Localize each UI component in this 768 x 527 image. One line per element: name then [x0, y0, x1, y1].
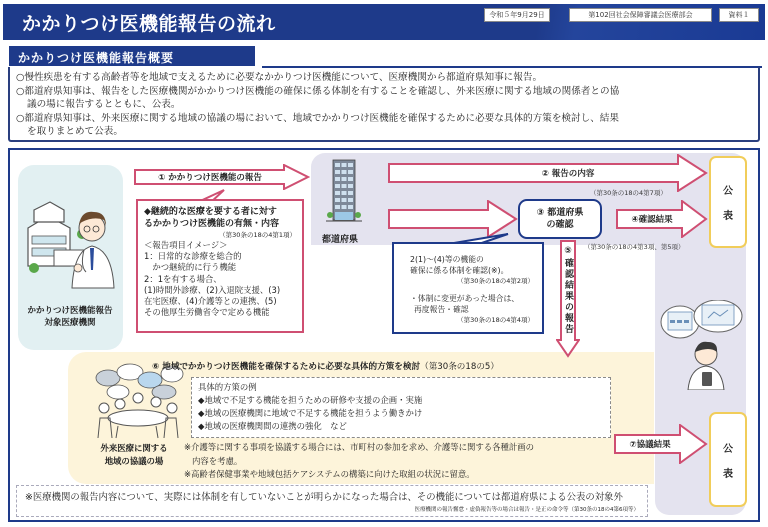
publish-box-top — [709, 156, 747, 248]
step2-arrow — [388, 154, 708, 192]
clinic-label — [20, 305, 120, 329]
check-line: 2(1)～(4)等の機能の — [410, 255, 484, 264]
step5-arrow — [556, 240, 580, 358]
summary-item-cont: を取りまとめて公表。 — [27, 126, 123, 138]
publish-char: 公 — [723, 443, 733, 455]
summary-item: ○都道府県知事は、外来医療に関する地域の協議の場において、地域でかかりつけ医機能を確保するために必要な具体的方策を検討し、結果 — [16, 112, 619, 124]
report-item: 1：日常的な診療を総合的 — [144, 251, 242, 262]
check-details-box — [392, 242, 544, 334]
step6-label: ⑥ 地域でかかりつけ医機能を確保するために必要な具体的方策を検討 — [152, 362, 421, 372]
clinic-label-line2: 対象医療機関 — [44, 318, 96, 328]
step2-ref: （第30条の18の4第7項） — [590, 189, 667, 197]
report-item: (1)時間外診療、(2)入退院支援、(3) — [144, 284, 281, 295]
step4-arrow — [616, 200, 708, 238]
report-heading-2: るかかりつけ医機能の有無・内容 — [144, 219, 280, 229]
footnote-main: ※医療機関の報告内容について、実際には体制を有していないことが明らかになった場合は、その機能については都道府県による公表の対象外 — [25, 492, 623, 503]
meeting-badge: 第102回社会保障審議会医療部会 — [569, 8, 712, 22]
check-line: 確保に係る体制を確認(※)。 — [410, 266, 509, 275]
step3-label-1: ③ 都道府県 — [536, 208, 584, 218]
report-item: かつ継続的に行う機能 — [144, 262, 237, 273]
report-ref: （第30条の18の4第1項） — [219, 231, 296, 239]
council-label-line2: 地域の協議の場 — [104, 456, 164, 466]
overview-summary — [8, 67, 760, 142]
clinic-doctor-illustration — [24, 188, 119, 298]
date-badge: 令和５年9月29日 — [484, 8, 550, 22]
council-note: ※介護等に関する事項を協議する場合には、市町村の参加を求め、介護等に関する各種計画の — [184, 442, 535, 452]
step4-ref: （第30条の18の4第3項、第5項） — [584, 243, 685, 251]
measure-item: ◆地域の医療機関に地域で不足する機能を担うよう働きかけ — [198, 408, 423, 418]
report-item: ＜報告項目イメージ＞ — [144, 240, 228, 250]
overview-heading: かかりつけ医機能報告概要 — [18, 51, 175, 65]
step1-label: ① かかりつけ医機能の報告 — [158, 173, 262, 183]
step2-label: ② 報告の内容 — [541, 169, 595, 179]
summary-item-cont: 議の場に報告するとともに、公表。 — [27, 99, 181, 111]
summary-item: ○都道府県知事は、報告をした医療機関がかかりつけ医機能の確保に係る体制を有することを確認し、外来医療に関する地域の関係者との協 — [16, 85, 620, 97]
step6-ref: （第30条の18の5） — [420, 362, 499, 372]
citizen-browsing-illustration — [660, 300, 746, 390]
measure-item: ◆地域の医療機関間の連携の強化 など — [198, 421, 347, 431]
prefecture-label: 都道府県 — [322, 235, 359, 245]
check-line: 再度報告・確認 — [414, 305, 469, 314]
step1-arrow — [134, 164, 310, 190]
report-item: その他厚生労働省令で定める機能 — [144, 307, 270, 318]
measures-heading: 具体的方策の例 — [198, 382, 257, 392]
prefecture-confirm-box — [518, 199, 602, 239]
publish-char: 公 — [723, 186, 733, 197]
step5-label: ⑤確認結果の報告 — [563, 246, 573, 335]
measure-item: ◆地域で不足する機能を担うための研修や支援の企画・実施 — [198, 395, 423, 405]
council-label — [86, 442, 182, 468]
check-ref: （第30条の18の4第2項） — [457, 277, 534, 285]
check-line: ・体制に変更があった場合は、 — [410, 294, 520, 303]
publish-box-bottom — [709, 412, 747, 507]
step7-arrow — [614, 424, 708, 464]
step3-label-2: の確認 — [546, 220, 574, 230]
publish-char: 表 — [723, 468, 733, 480]
prefecture-building-icon — [326, 158, 362, 228]
clinic-label-line1: かかりつけ医機能報告 — [27, 306, 113, 316]
council-notes — [184, 441, 624, 482]
footnote-box — [16, 485, 648, 517]
check-ref: （第30条の18の4第4項） — [457, 316, 534, 324]
summary-item: ○慢性疾患を有する高齢者等を地域で支えるために必要なかかりつけ医機能について、医療機関から都道府県知事に報告。 — [16, 72, 543, 83]
council-meeting-illustration — [90, 362, 185, 440]
material-badge: 資料１ — [719, 8, 759, 22]
report-item: 2：1を有する場合、 — [144, 273, 222, 284]
council-note-cont: 内容を考慮。 — [192, 455, 243, 466]
publish-char: 表 — [723, 211, 733, 222]
report-item: 在宅医療、(4)介護等との連携、(5) — [144, 296, 277, 307]
footnote-small: 医療機関の報告懈怠・虚偽報告等の場合は報告・是正の命令等（第30条の18の4第6項等） — [414, 507, 639, 513]
step7-label: ⑦協議結果 — [629, 440, 671, 450]
report-heading-1: ◆継続的な医療を要する者に対す — [144, 207, 277, 217]
page-title: かかりつけ医機能報告の流れ — [22, 13, 276, 35]
measures-box — [191, 377, 611, 438]
council-title — [152, 360, 499, 372]
step4-label: ④確認結果 — [631, 215, 673, 225]
council-label-line1: 外来医療に関する — [100, 443, 168, 453]
report-items-box — [136, 199, 304, 333]
council-note: ※高齢者保健事業や地域包括ケアシステムの構築に向けた取組の状況に留意。 — [184, 469, 475, 479]
